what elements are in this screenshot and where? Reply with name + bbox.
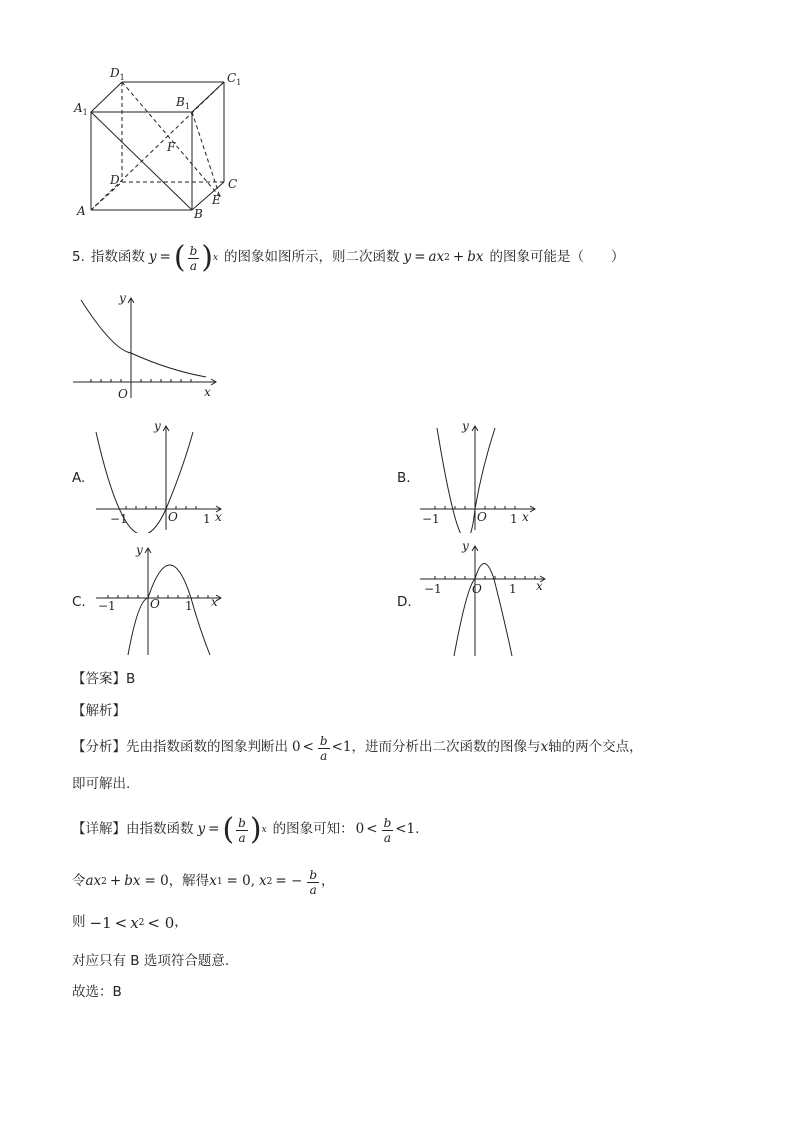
svg-text:O: O [150, 597, 160, 611]
label-B: B [194, 207, 203, 221]
question-stem: 5. 指数函数 y = ( $\frac{b}{a}$ ) x 的图象如图所示，则二次函数 y = ax 2 + bx 的图象可能是（ ） [72, 240, 625, 275]
svg-text:x: x [215, 510, 222, 524]
svg-text:y: y [136, 543, 143, 557]
label-B1: $B_1$ [176, 95, 190, 111]
label-F: F [167, 140, 176, 154]
analysis-header: 【解析】 [72, 703, 126, 719]
y-label: y [119, 291, 126, 305]
option-b-letter[interactable]: B. [397, 470, 411, 486]
label-D1: $D_1$ [110, 66, 125, 82]
svg-text:y: y [462, 419, 469, 433]
answer-line [72, 673, 135, 687]
option-d-graph[interactable] [412, 538, 552, 658]
exponential-graph [68, 290, 223, 405]
svg-text:y: y [462, 539, 469, 553]
svg-text:−1: −1 [98, 599, 116, 613]
origin-label: O [118, 387, 128, 401]
answer-label: 【答案】 [72, 671, 126, 687]
svg-text:y: y [154, 419, 161, 433]
svg-text:−1: −1 [424, 582, 442, 596]
label-A: A [77, 204, 86, 218]
svg-text:1: 1 [203, 512, 211, 526]
label-E: E [212, 193, 221, 207]
fenxi-line: 【分析】 先由指数函数的图象判断出 0 < $\frac{b}{a}$ <1 ，进而分析出二次函数的图像与 x 轴的两个交点， [72, 733, 643, 763]
svg-text:1: 1 [509, 582, 517, 596]
option-b-graph[interactable] [412, 418, 542, 533]
svg-text:−1: −1 [110, 512, 128, 526]
option-c-letter[interactable]: C. [72, 594, 86, 610]
step-1: 令 ax 2 + bx = 0 ，解得 x 1 = 0, x 2 = − $\frac{b}{a}$ ， [72, 867, 335, 897]
svg-text:x: x [536, 579, 543, 593]
parabola-curve [128, 565, 210, 655]
svg-text:O: O [168, 510, 178, 524]
svg-text:−1: −1 [422, 512, 440, 526]
svg-text:x: x [211, 595, 218, 609]
step-2: 则 −1 < x 2 < 0 ， [72, 913, 188, 932]
answer-value: B [126, 671, 136, 687]
question-number: 5. [72, 249, 85, 266]
x-label: x [204, 385, 211, 399]
label-A1: $A_1$ [74, 101, 88, 117]
xiangjie-line: 【详解】 由指数函数 y = ( $\frac{b}{a}$ ) x 的图象可知： 0 < $\frac{b}{a}$ <1 . [72, 812, 420, 847]
cube-figure [70, 60, 250, 230]
option-c-graph[interactable] [88, 540, 228, 658]
parabola-curve [454, 564, 512, 657]
step-3: 对应只有 B 选项符合题意. [72, 953, 230, 969]
label-D: D [110, 173, 120, 187]
step-4: 故选：B [72, 984, 122, 1000]
exponential-curve [81, 300, 206, 377]
option-a-graph[interactable] [88, 418, 228, 533]
label-C1: $C_1$ [227, 71, 242, 87]
svg-text:O: O [477, 510, 487, 524]
fenxi-line-2: 即可解出. [72, 776, 131, 792]
option-d-letter[interactable]: D. [397, 594, 412, 610]
svg-text:1: 1 [185, 599, 193, 613]
label-C: C [228, 177, 238, 191]
svg-text:x: x [522, 510, 529, 524]
option-a-letter[interactable]: A. [72, 470, 86, 486]
svg-text:O: O [472, 582, 482, 596]
svg-text:1: 1 [510, 512, 518, 526]
